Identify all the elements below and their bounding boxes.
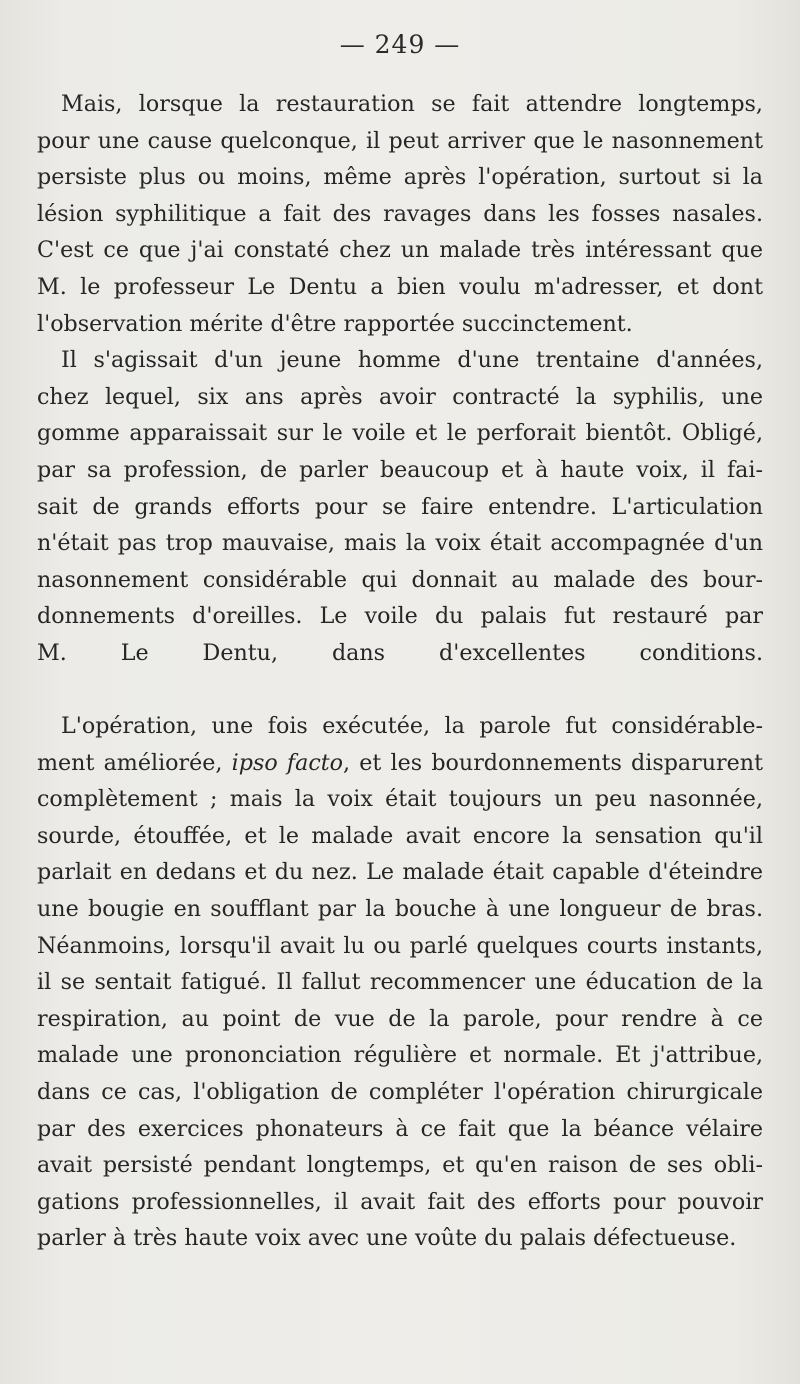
text-line: n'était pas trop mauvaise, mais la voix était accompagnée d'un bbox=[37, 530, 763, 557]
text-line: Néanmoins, lorsqu'il avait lu ou parlé quelques courts instants, bbox=[37, 932, 763, 959]
text-line bbox=[37, 672, 763, 709]
text-line: avait persisté pendant longtemps, et qu'en raison de ses obli- bbox=[37, 1152, 763, 1179]
text-line: pour une cause quelconque, il peut arriver que le nasonnement bbox=[37, 127, 763, 154]
text-line: malade une prononciation régulière et normale. Et j'attribue, bbox=[37, 1042, 763, 1069]
text-line: par des exercices phonateurs à ce fait que la béance vélaire bbox=[37, 1115, 763, 1142]
text-line: ment améliorée, ipso facto, et les bourdonnements disparurent bbox=[37, 749, 763, 776]
text-line: M. le professeur Le Dentu a bien voulu m'adresser, et dont bbox=[37, 273, 763, 300]
text-line: persiste plus ou moins, même après l'opération, surtout si la bbox=[37, 164, 763, 191]
body-text bbox=[37, 86, 763, 1257]
text-line: M. Le Dentu, dans d'excellentes conditions. bbox=[37, 639, 763, 666]
text-line: respiration, au point de vue de la parole, pour rendre à ce bbox=[37, 1005, 763, 1032]
text-line: lésion syphilitique a fait des ravages dans les fosses nasales. bbox=[37, 200, 763, 227]
text-line: C'est ce que j'ai constaté chez un malade très intéressant que bbox=[37, 237, 763, 264]
text-line: chez lequel, six ans après avoir contracté la syphilis, une bbox=[37, 383, 763, 410]
text-line: Il s'agissait d'un jeune homme d'une trentaine d'années, bbox=[61, 347, 763, 374]
text-line: parlait en dedans et du nez. Le malade était capable d'éteindre bbox=[37, 859, 763, 886]
text-line: L'opération, une fois exécutée, la parole fut considérable- bbox=[61, 713, 763, 740]
text-line: une bougie en soufflant par la bouche à une longueur de bras. bbox=[37, 896, 763, 923]
text-line: sait de grands efforts pour se faire entendre. L'articulation bbox=[37, 493, 763, 520]
paragraph bbox=[37, 86, 763, 342]
text-line: l'observation mérite d'être rapportée succinctement. bbox=[37, 310, 633, 337]
text-line: parler à très haute voix avec une voûte du palais défectueuse. bbox=[37, 1225, 737, 1252]
text-line: sourde, étouffée, et le malade avait encore la sensation qu'il bbox=[37, 822, 763, 849]
italic-phrase: ipso facto bbox=[231, 749, 344, 776]
text-line: dans ce cas, l'obligation de compléter l'opération chirurgicale bbox=[37, 1079, 763, 1106]
text-line: nasonnement considérable qui donnait au malade des bour- bbox=[37, 566, 763, 593]
paragraph bbox=[37, 342, 763, 708]
text-line: gations professionnelles, il avait fait des efforts pour pouvoir bbox=[37, 1188, 763, 1215]
text-line: il se sentait fatigué. Il fallut recommencer une éducation de la bbox=[37, 969, 763, 996]
text-line: complètement ; mais la voix était toujours un peu nasonnée, bbox=[37, 786, 763, 813]
text-line: gomme apparaissait sur le voile et le perforait bientôt. Obligé, bbox=[37, 420, 763, 447]
paragraph bbox=[37, 708, 763, 1257]
text-line: par sa profession, de parler beaucoup et à haute voix, il fai- bbox=[37, 456, 763, 483]
text-line: Mais, lorsque la restauration se fait attendre longtemps, bbox=[61, 91, 763, 117]
text-line: donnements d'oreilles. Le voile du palais fut restauré par bbox=[37, 603, 763, 630]
page-number: — 249 — bbox=[339, 30, 461, 59]
